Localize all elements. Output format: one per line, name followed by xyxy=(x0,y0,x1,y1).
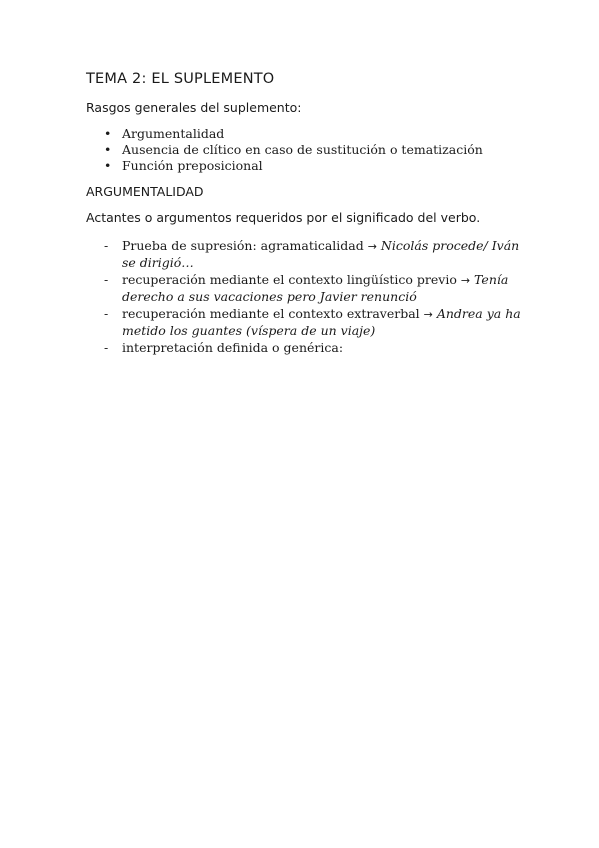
test-example: Tenía derecho a sus vacaciones pero Javier renunció xyxy=(122,272,509,304)
arrow-right-icon: → xyxy=(423,308,433,321)
list-item xyxy=(86,126,526,142)
dash-icon: - xyxy=(104,340,109,355)
list-item xyxy=(86,158,526,174)
test-example: Andrea ya ha metido los guantes (víspera de un viaje) xyxy=(122,306,521,338)
list-item-text: Argumentalidad xyxy=(122,126,225,141)
list-item xyxy=(86,306,526,339)
test-example: Nicolás procede/ Iván se dirigió… xyxy=(122,238,520,270)
bullet-icon: • xyxy=(104,142,112,157)
document-page xyxy=(86,70,526,357)
dash-icon: - xyxy=(104,272,109,287)
list-item xyxy=(86,340,526,356)
list-item xyxy=(86,272,526,305)
list-item xyxy=(86,142,526,158)
test-label: recuperación mediante el contexto extraverbal xyxy=(122,306,424,321)
tests-list xyxy=(86,238,526,356)
intro-paragraph: Rasgos generales del suplemento: xyxy=(86,100,302,115)
list-item-text: Función preposicional xyxy=(122,158,263,173)
list-item xyxy=(86,238,526,271)
test-label: interpretación definida o genérica: xyxy=(122,340,344,355)
features-list xyxy=(86,126,526,174)
arrow-right-icon: → xyxy=(460,274,471,287)
bullet-icon: • xyxy=(104,126,112,141)
list-item-text: Ausencia de clítico en caso de sustitución o tematización xyxy=(122,142,483,157)
section-heading: ARGUMENTALIDAD xyxy=(86,184,204,199)
section-intro: Actantes o argumentos requeridos por el significado del verbo. xyxy=(86,210,481,225)
test-label: recuperación mediante el contexto lingüístico previo xyxy=(122,272,461,287)
test-label: Prueba de supresión: agramaticalidad xyxy=(122,238,368,253)
document-title: TEMA 2: EL SUPLEMENTO xyxy=(86,71,275,87)
arrow-right-icon: → xyxy=(367,240,377,253)
dash-icon: - xyxy=(104,238,109,253)
bullet-icon: • xyxy=(104,158,112,173)
dash-icon: - xyxy=(104,306,109,321)
